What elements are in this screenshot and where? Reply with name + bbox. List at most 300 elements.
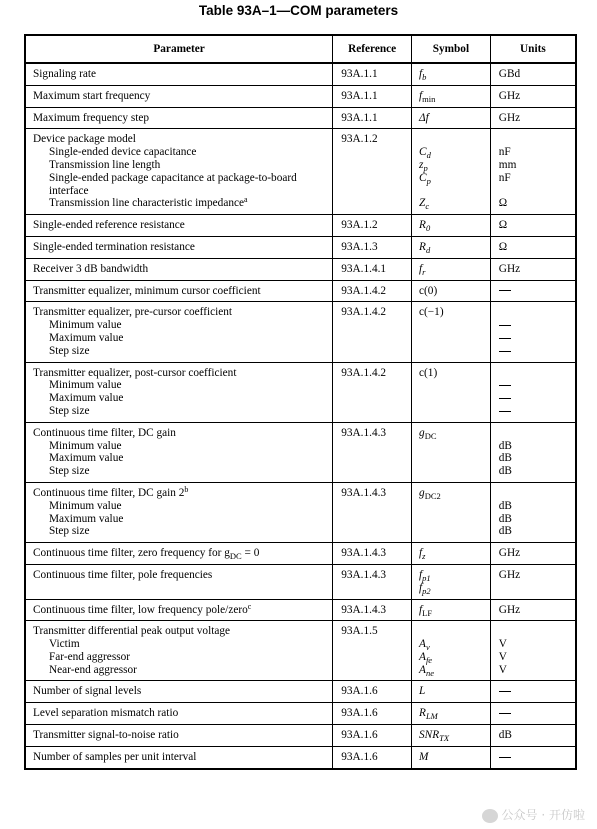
symbol-subscript: z [422, 551, 426, 562]
symbol-subscript: ne [425, 667, 434, 678]
units-cell [490, 280, 576, 302]
parameter-sub-label [33, 525, 332, 538]
units-cell [490, 85, 576, 107]
dash-mark [499, 338, 511, 339]
symbol-line [419, 146, 490, 159]
symbol-cell [412, 681, 491, 703]
units-line [499, 306, 575, 319]
symbol-line [419, 367, 490, 380]
sub-label-text: Single-ended package capacitance at package-to-board interface [49, 171, 297, 197]
parameter-sub-label [33, 345, 332, 358]
units-line [499, 332, 575, 345]
reference-value: 93A.1.4.1 [341, 262, 387, 275]
units-cell [490, 681, 576, 703]
symbol-base: R [419, 219, 426, 232]
symbol-subscript: c [425, 201, 430, 212]
units-line [499, 68, 575, 81]
units-line [499, 569, 575, 582]
parameter-label [33, 90, 332, 103]
parameter-label [33, 601, 332, 617]
units-text: GHz [498, 262, 521, 275]
table-row [25, 725, 576, 747]
parameter-cell [25, 258, 333, 280]
watermark [482, 806, 585, 823]
symbol-subscript: p [423, 162, 428, 173]
reference-value: 93A.1.4.3 [341, 568, 387, 581]
symbol-base: C [419, 146, 427, 159]
units-cell [490, 302, 576, 362]
symbol-base: A [419, 638, 426, 651]
symbol-base: f [419, 262, 423, 275]
units-line [499, 197, 575, 210]
parameter-sub-label [33, 513, 332, 526]
symbol-base: c(−1) [419, 306, 444, 319]
dash-mark [499, 398, 511, 399]
sub-label-text: Maximum value [49, 331, 124, 344]
symbol-base: f [419, 68, 423, 80]
units-text: dB [498, 499, 512, 512]
reference-cell [333, 482, 412, 542]
parameter-label [33, 133, 332, 146]
symbol-line [419, 604, 490, 617]
symbol-line [419, 547, 490, 560]
units-text: dB [498, 512, 512, 525]
reference-cell [333, 703, 412, 725]
units-line [499, 604, 575, 617]
parameter-label [33, 68, 332, 81]
parameter-label [33, 625, 332, 638]
symbol-base: A [419, 650, 426, 663]
dash-mark [499, 411, 511, 412]
parameter-cell [25, 599, 333, 621]
parameter-label [33, 367, 332, 380]
symbol-base: L [419, 685, 426, 698]
symbol-cell [412, 621, 491, 681]
units-line [499, 219, 575, 232]
units-line [499, 685, 575, 698]
table-row [25, 215, 576, 237]
table-row [25, 107, 576, 129]
symbol-cell [412, 107, 491, 129]
units-line [499, 500, 575, 513]
reference-value: 93A.1.4.2 [341, 366, 387, 379]
symbol-base: c(0) [419, 284, 438, 297]
units-cell [490, 482, 576, 542]
parameter-subscript: DC [229, 551, 242, 562]
symbol-line [419, 197, 490, 210]
parameter-label [33, 241, 332, 254]
parameter-text: Single-ended termination resistance [33, 240, 195, 253]
units-text: GHz [498, 111, 521, 124]
reference-cell [333, 215, 412, 237]
reference-cell [333, 725, 412, 747]
com-parameters-table [24, 34, 577, 770]
symbol-cell [412, 703, 491, 725]
parameter-sub-label [33, 452, 332, 465]
table-row [25, 746, 576, 768]
table-row [25, 564, 576, 599]
units-line [499, 729, 575, 742]
symbol-line [419, 112, 490, 125]
parameter-sub-label [33, 392, 332, 405]
sub-label-text: Maximum value [49, 452, 124, 465]
parameter-text: Signaling rate [33, 68, 97, 80]
units-line [499, 90, 575, 103]
units-cell [490, 215, 576, 237]
header-reference: Reference [333, 35, 412, 63]
reference-cell [333, 564, 412, 599]
units-line [499, 172, 575, 185]
parameter-label [33, 569, 332, 582]
symbol-cell [412, 129, 491, 215]
table-row [25, 236, 576, 258]
symbol-base: A [419, 663, 426, 676]
units-cell [490, 107, 576, 129]
symbol-line [419, 664, 490, 677]
parameter-sub-label [33, 172, 332, 198]
parameter-label [33, 707, 332, 720]
parameter-text: Number of signal levels [33, 685, 142, 698]
sub-label-text: Single-ended device capacitance [49, 146, 197, 159]
symbol-base: Z [419, 197, 426, 210]
reference-value: 93A.1.1 [341, 89, 378, 102]
parameter-label [33, 751, 332, 764]
parameter-sub-label [33, 146, 332, 159]
symbol-subscript: min [422, 93, 436, 104]
units-cell [490, 258, 576, 280]
units-text: V [498, 663, 507, 676]
symbol-base: f [419, 603, 423, 616]
symbol-base: R [419, 707, 426, 720]
units-cell [490, 422, 576, 482]
parameter-cell [25, 564, 333, 599]
symbol-base: f [419, 89, 423, 102]
symbol-line [419, 133, 490, 146]
header-symbol: Symbol [412, 35, 491, 63]
symbol-line [419, 219, 490, 232]
units-text: GHz [498, 603, 521, 616]
parameter-sub-label [33, 332, 332, 345]
symbol-line [419, 582, 490, 595]
reference-value: 93A.1.1 [341, 68, 378, 80]
table-row [25, 599, 576, 621]
parameter-text: Continuous time filter, low frequency pole/zero [33, 603, 248, 616]
units-line [499, 392, 575, 405]
reference-value: 93A.1.2 [341, 219, 378, 232]
footnote-mark: c [247, 601, 252, 611]
symbol-line [419, 427, 490, 440]
symbol-line [419, 285, 490, 298]
reference-cell [333, 362, 412, 422]
symbol-line [419, 465, 490, 478]
symbol-cell [412, 85, 491, 107]
footnote-mark: b [184, 484, 189, 494]
reference-value: 93A.1.2 [341, 133, 378, 146]
wechat-logo-icon [482, 809, 498, 823]
parameter-text: Maximum start frequency [33, 89, 151, 102]
symbol-cell [412, 280, 491, 302]
parameter-text: Maximum frequency step [33, 111, 150, 124]
parameter-cell [25, 236, 333, 258]
symbol-subscript: LM [425, 711, 438, 722]
units-cell [490, 543, 576, 565]
table-row [25, 258, 576, 280]
parameter-label [33, 112, 332, 125]
units-line [499, 651, 575, 664]
symbol-base: f [419, 581, 423, 594]
parameter-cell [25, 482, 333, 542]
symbol-line [419, 405, 490, 418]
reference-value: 93A.1.4.3 [341, 486, 387, 499]
units-cell [490, 621, 576, 681]
units-line [499, 367, 575, 380]
sub-label-text: Transmission line length [49, 158, 161, 171]
sub-label-text: Maximum value [49, 512, 124, 525]
symbol-cell [412, 362, 491, 422]
units-text: mm [498, 158, 517, 171]
reference-value: 93A.1.6 [341, 707, 378, 720]
units-line [499, 146, 575, 159]
parameter-sub-label [33, 319, 332, 332]
table-row [25, 621, 576, 681]
units-text: dB [498, 525, 512, 538]
units-cell [490, 746, 576, 768]
symbol-cell [412, 422, 491, 482]
symbol-cell [412, 236, 491, 258]
units-line [499, 263, 575, 276]
table-row [25, 129, 576, 215]
parameter-label [33, 306, 332, 319]
reference-cell [333, 621, 412, 681]
symbol-cell [412, 599, 491, 621]
units-line [499, 241, 575, 254]
symbol-line [419, 452, 490, 465]
parameter-cell [25, 280, 333, 302]
symbol-line [419, 685, 490, 698]
reference-cell [333, 129, 412, 215]
reference-cell [333, 746, 412, 768]
symbol-base: M [419, 750, 429, 763]
symbol-cell [412, 63, 491, 85]
table-row [25, 543, 576, 565]
dash-mark [499, 691, 511, 692]
symbol-subscript: v [425, 642, 430, 653]
units-cell [490, 362, 576, 422]
symbol-base: R [419, 240, 426, 253]
parameter-sub-label [33, 159, 332, 172]
symbol-cell [412, 564, 491, 599]
symbol-subscript: LF [422, 607, 433, 618]
units-line [499, 452, 575, 465]
units-line [499, 751, 575, 764]
symbol-subscript: d [425, 244, 431, 255]
parameter-text: Transmitter signal-to-noise ratio [33, 729, 179, 742]
parameter-sub-label [33, 405, 332, 418]
units-line [499, 513, 575, 526]
parameter-sub-label [33, 379, 332, 392]
reference-cell [333, 543, 412, 565]
parameter-cell [25, 725, 333, 747]
dash-mark [499, 290, 511, 291]
symbol-line [419, 379, 490, 392]
parameter-cell [25, 703, 333, 725]
reference-value: 93A.1.6 [341, 729, 378, 742]
reference-value: 93A.1.1 [341, 111, 378, 124]
symbol-subscript: fe [425, 654, 433, 665]
symbol-line [419, 440, 490, 453]
symbol-line [419, 625, 490, 638]
units-cell [490, 599, 576, 621]
units-line [499, 405, 575, 418]
symbol-subscript: TX [439, 733, 450, 744]
reference-value: 93A.1.3 [341, 240, 378, 253]
parameter-sub-label [33, 500, 332, 513]
table-row [25, 681, 576, 703]
symbol-line [419, 319, 490, 332]
symbol-base: f [419, 547, 423, 560]
symbol-cell [412, 543, 491, 565]
units-line [499, 625, 575, 638]
units-line [499, 159, 575, 172]
symbol-subscript: p2 [422, 585, 431, 596]
sub-label-text: Minimum value [49, 439, 122, 452]
units-line [499, 525, 575, 538]
units-line [499, 638, 575, 651]
symbol-subscript: DC2 [424, 490, 441, 501]
units-line [499, 345, 575, 358]
parameter-label [33, 427, 332, 440]
parameter-cell [25, 422, 333, 482]
parameter-text: Continuous time filter, DC gain [33, 426, 176, 439]
reference-cell [333, 63, 412, 85]
symbol-base: c(1) [419, 366, 438, 379]
parameter-text: Transmitter equalizer, pre-cursor coefficient [33, 306, 233, 319]
parameter-text: Transmitter equalizer, post-cursor coefficient [33, 366, 237, 379]
sub-label-text: Step size [49, 465, 90, 478]
symbol-line [419, 90, 490, 103]
table-row [25, 302, 576, 362]
reference-value: 93A.1.4.3 [341, 603, 387, 616]
header-parameter: Parameter [25, 35, 333, 63]
units-cell [490, 725, 576, 747]
parameter-text: Device package model [33, 133, 136, 146]
sub-label-text: Step size [49, 344, 90, 357]
symbol-line [419, 651, 490, 664]
reference-value: 93A.1.4.3 [341, 547, 387, 560]
header-units: Units [490, 35, 576, 63]
units-cell [490, 63, 576, 85]
sub-label-text: Minimum value [49, 499, 122, 512]
parameter-text: Continuous time filter, pole frequencies [33, 568, 213, 581]
parameter-cell [25, 215, 333, 237]
parameter-cell [25, 681, 333, 703]
units-text: nF [498, 171, 511, 184]
sub-label-text: Minimum value [49, 379, 122, 392]
symbol-line [419, 392, 490, 405]
parameter-text: Single-ended reference resistance [33, 219, 185, 232]
parameter-text: Continuous time filter, zero frequency for g [33, 547, 230, 560]
symbol-base: g [419, 486, 425, 499]
units-text: Ω [498, 240, 508, 253]
parameter-cell [25, 129, 333, 215]
parameter-cell [25, 543, 333, 565]
parameter-sub-label [33, 664, 332, 677]
units-line [499, 427, 575, 440]
reference-value: 93A.1.4.2 [341, 306, 387, 319]
parameter-text: Continuous time filter, DC gain 2 [33, 486, 185, 499]
symbol-base: g [419, 426, 425, 439]
reference-value: 93A.1.6 [341, 685, 378, 698]
reference-cell [333, 422, 412, 482]
units-line [499, 707, 575, 720]
table-row [25, 422, 576, 482]
parameter-label [33, 285, 332, 298]
parameter-cell [25, 107, 333, 129]
parameter-label [33, 219, 332, 232]
table-title: Table 93A–1—COM parameters [198, 3, 399, 18]
symbol-subscript: p [426, 175, 431, 186]
parameter-sub-label [33, 638, 332, 651]
symbol-line [419, 172, 490, 185]
reference-cell [333, 599, 412, 621]
dash-mark [499, 757, 511, 758]
units-line [499, 487, 575, 500]
units-line [499, 112, 575, 125]
symbol-cell [412, 725, 491, 747]
symbol-line [419, 500, 490, 513]
symbol-subscript: b [422, 72, 427, 82]
sub-label-text: Step size [49, 525, 90, 538]
table-row [25, 703, 576, 725]
dash-mark [499, 325, 511, 326]
sub-label-text: Far-end aggressor [49, 650, 131, 663]
symbol-subscript: p1 [422, 572, 431, 583]
units-line [499, 440, 575, 453]
parameter-tail: = 0 [241, 547, 260, 560]
sub-label-text: Victim [49, 638, 80, 651]
symbol-line [419, 68, 490, 81]
parameter-label [33, 685, 332, 698]
symbol-line [419, 487, 490, 500]
parameter-text: Transmitter differential peak output voltage [33, 625, 231, 638]
reference-value: 93A.1.4.2 [341, 284, 387, 297]
sub-label-text: Step size [49, 404, 90, 417]
parameter-cell [25, 362, 333, 422]
units-text: GHz [498, 89, 521, 102]
symbol-cell [412, 482, 491, 542]
parameter-label [33, 263, 332, 276]
parameter-label [33, 729, 332, 742]
symbol-subscript: DC [424, 430, 437, 441]
symbol-line [419, 241, 490, 254]
symbol-cell [412, 746, 491, 768]
reference-cell [333, 258, 412, 280]
units-line [499, 379, 575, 392]
table-body [25, 63, 576, 769]
parameter-cell [25, 85, 333, 107]
units-text: GBd [498, 68, 521, 80]
units-line [499, 319, 575, 332]
units-spacer [499, 185, 575, 198]
dash-mark [499, 351, 511, 352]
symbol-line [419, 751, 490, 764]
units-text: nF [498, 146, 511, 159]
parameter-sub-label [33, 465, 332, 478]
symbol-line [419, 345, 490, 358]
table-row [25, 482, 576, 542]
units-line [499, 664, 575, 677]
watermark-text: 公众号 · 开仿啦 [501, 808, 585, 822]
